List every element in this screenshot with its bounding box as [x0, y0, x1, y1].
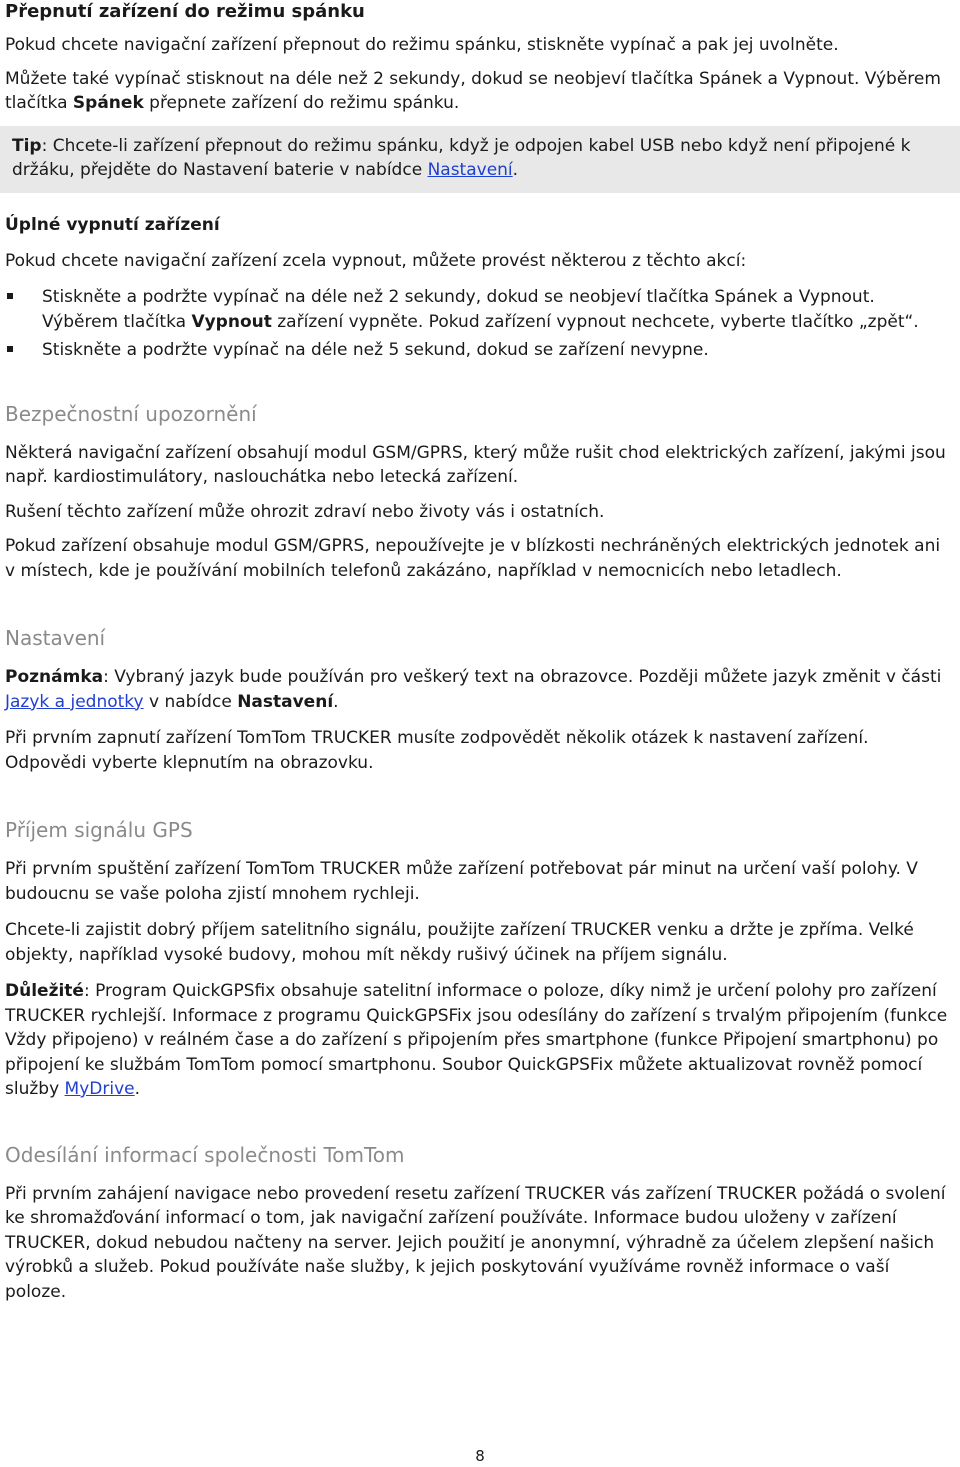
safety-paragraph-2: Rušení těchto zařízení může ohrozit zdraví nebo životy vás i ostatních.	[5, 501, 605, 522]
important-text: : Program QuickGPSfix obsahuje satelitní informace o poloze, díky nimž je určení polohy pro zařízení TRUCKER rychlejší. Informace z programu QuickGPSFix jsou odesílány do zařízení s trvalým připojením (funkce Vždy připojeno) v reálném čase a do zařízení s připojením přes smartphone (funkce Připojení smartphonu) po připojení ke službám TomTom pomocí smartphonu. Soubor QuickGPSFix můžete aktualizovat rovněž pomocí služby	[5, 981, 948, 1099]
tip-label: Tip	[12, 135, 42, 156]
bullet-1-text-a: Stiskněte a podržte vypínač na déle než 2 sekundy, dokud se neobjeví tlačítka Spánek a Vypnout. Výběrem tlačítka	[42, 287, 875, 332]
safety-heading: Bezpečnostní upozornění	[5, 401, 257, 426]
document-page	[5, 0, 955, 1304]
settings-link[interactable]: Nastavení	[427, 160, 513, 180]
sleep-paragraph-2	[5, 67, 955, 116]
sleep-heading: Přepnutí zařízení do režimu spánku	[5, 1, 365, 22]
shutdown-heading: Úplné vypnutí zařízení	[5, 214, 220, 235]
tip-text	[12, 134, 950, 183]
bullet-1-bold: Vypnout	[191, 311, 272, 332]
tomtom-info-paragraph: Při prvním zahájení navigace nebo provedení resetu zařízení TRUCKER vás zařízení TRUCKER požádá o svolení ke shromažďování informací o tom, jak navigační zařízení používáte. Informace budou uloženy v zařízení TRUCKER, dokud nebudou načteny na server. Jejich použití je anonymní, výhradně za účelem zlepšení našich výrobků a služeb. Pokud používáte naše služby, k jejich poskytování využíváme rovněž informace o vaší poloze.	[5, 1183, 946, 1302]
important-end: .	[134, 1079, 141, 1099]
important-label: Důležité	[5, 981, 84, 1001]
tip-body: : Chcete-li zařízení přepnout do režimu spánku, když je odpojen kabel USB nebo když není připojené k držáku, přejděte do Nastavení baterie v nabídce	[12, 135, 911, 180]
note-text-a: : Vybraný jazyk bude používán pro veškerý text na obrazovce. Později můžete jazyk změnit v části	[103, 667, 942, 687]
shutdown-list	[5, 285, 955, 363]
settings-paragraph-2: Při prvním zapnutí zařízení TomTom TRUCKER musíte zodpovědět několik otázek k nastavení zařízení. Odpovědi vyberte klepnutím na obrazovku.	[5, 728, 869, 773]
page-number: 8	[475, 1447, 485, 1465]
note-end: .	[333, 691, 339, 712]
safety-paragraph-1: Některá navigační zařízení obsahují modul GSM/GPRS, který může rušit chod elektrických zařízení, jakými jsou např. kardiostimulátory, naslouchátka nebo letecká zařízení.	[5, 442, 946, 487]
list-item	[5, 338, 955, 363]
mydrive-link[interactable]: MyDrive	[64, 1079, 135, 1099]
language-units-link[interactable]: Jazyk a jednotky	[5, 691, 144, 712]
gps-heading: Příjem signálu GPS	[5, 818, 193, 842]
settings-note	[5, 665, 955, 714]
sleep-paragraph-1: Pokud chcete navigační zařízení přepnout do režimu spánku, stiskněte vypínač a pak jej uvolněte.	[5, 35, 839, 55]
list-item	[5, 285, 955, 334]
note-bold: Nastavení	[237, 691, 334, 712]
sleep-p2-text-b: přepnete zařízení do režimu spánku.	[143, 93, 460, 113]
bullet-1-text-b: zařízení vypněte. Pokud zařízení vypnout nechcete, vyberte tlačítko „zpět“.	[271, 311, 919, 332]
gps-paragraph-2: Chcete-li zajistit dobrý příjem satelitního signálu, použijte zařízení TRUCKER venku a držte je zpříma. Velké objekty, například vysoké budovy, mohou mít někdy rušivý účinek na příjem signálu.	[5, 920, 914, 965]
bullet-square-icon	[7, 293, 13, 299]
sleep-p2-text-a: Můžete také vypínač stisknout na déle než 2 sekundy, dokud se neobjeví tlačítka Spánek a Vypnout. Výběrem tlačítka	[5, 68, 941, 113]
sleep-p2-bold: Spánek	[72, 93, 144, 113]
bullet-2-text: Stiskněte a podržte vypínač na déle než 5 sekund, dokud se zařízení nevypne.	[42, 340, 709, 360]
tip-box	[0, 126, 960, 193]
shutdown-intro: Pokud chcete navigační zařízení zcela vypnout, můžete provést některou z těchto akcí:	[5, 250, 747, 271]
tomtom-info-heading: Odesílání informací společnosti TomTom	[5, 1142, 405, 1167]
note-label: Poznámka	[5, 667, 104, 687]
gps-paragraph-1: Při prvním spuštění zařízení TomTom TRUCKER může zařízení potřebovat pár minut na určení vaší polohy. V budoucnu se vaše poloha zjistí mnohem rychleji.	[5, 859, 918, 904]
gps-important	[5, 979, 955, 1102]
safety-paragraph-3: Pokud zařízení obsahuje modul GSM/GPRS, nepoužívejte je v blízkosti nechráněných elektrických jednotek ani v místech, kde je používání mobilních telefonů zakázáno, například v nemocnicích nebo letadlech.	[5, 536, 941, 581]
note-text-b: v nabídce	[143, 691, 238, 712]
settings-heading: Nastavení	[5, 626, 106, 650]
tip-end: .	[512, 160, 519, 180]
bullet-square-icon	[7, 346, 13, 352]
